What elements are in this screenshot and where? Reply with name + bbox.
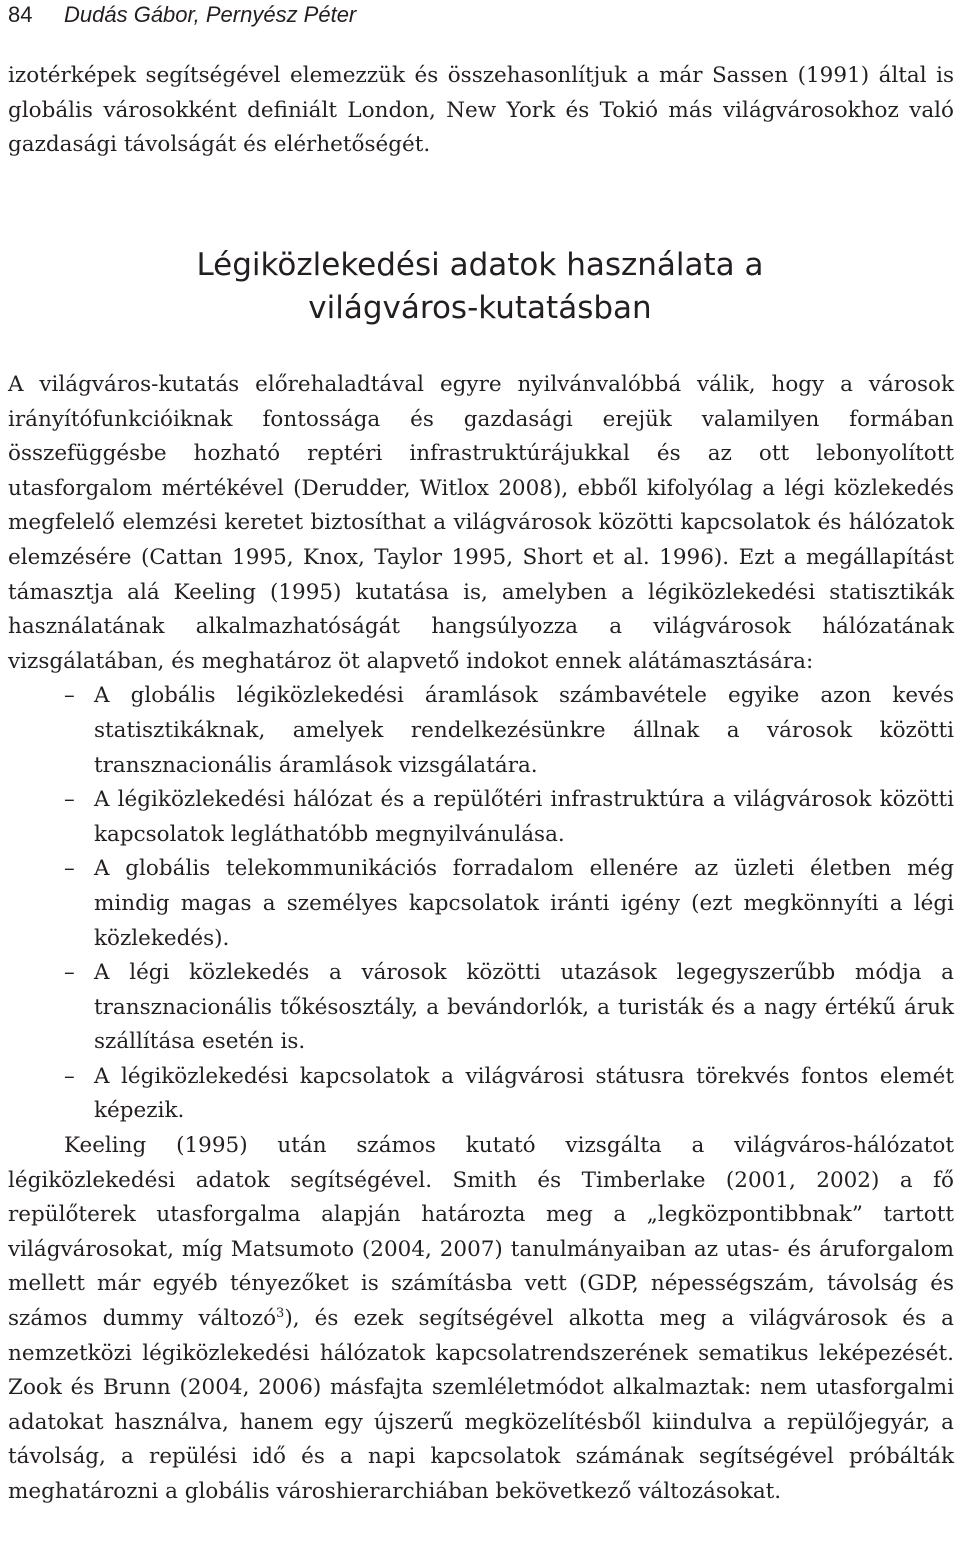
section-heading-line-1: Légiközlekedési adatok használata a bbox=[196, 247, 764, 283]
list-item-text: A globális légiközlekedési áramlások számbavétele egyike azon kevés statisztikáknak, amelyek rendelkezésünkre állnak a városok közötti transznacionális áramlások vizsgálatára. bbox=[94, 683, 954, 778]
list-item-text: A légi közlekedés a városok közötti utazások legegyszerűbb módja a transznacionális tőkésosztály, a bevándorlók, a turisták és a nagy értékű áruk szállítása esetén is. bbox=[94, 960, 954, 1055]
paragraph-1: A világváros-kutatás előrehaladtával egyre nyilvánvalóbbá válik, hogy a városok irányítófunkcióiknak fontossága és gazdasági erejük valamilyen formában összefüggésbe hozható reptéri infrastruktúrájukkal és az ott lebonyolított utasforgalom mértékével (Derudder, Witlox 2008), ebből kifolyólag a légi közlekedés megfelelő elemzési keretet biztosíthat a világvárosok közötti kapcsolatok és hálózatok elemzésére (Cattan 1995, Knox, Taylor 1995, Short et al. 1996). Ezt a megállapítást támasztja alá Keeling (1995) kutatása is, amelyben a légiközlekedési statisztikák használatának alkalmazhatóságát hangsúlyozza a világvárosok hálózatának vizsgálatában, és meghatároz öt alapvető indokot ennek alátámasztására: bbox=[8, 372, 954, 674]
running-header-authors: Dudás Gábor, Pernyész Péter bbox=[64, 2, 357, 27]
list-dash: – bbox=[64, 1063, 75, 1089]
running-header bbox=[8, 2, 356, 28]
list-dash: – bbox=[64, 787, 75, 813]
reasons-list bbox=[8, 679, 954, 1129]
footnote-reference[interactable]: 3 bbox=[276, 1305, 285, 1321]
list-dash: – bbox=[64, 683, 75, 709]
list-dash: – bbox=[64, 960, 75, 986]
paragraph-2-text-a: Keeling (1995) után számos kutató vizsgálta a világváros-hálózatot légiközlekedési adatok segítségével. Smith és Timberlake (2001, 2002) a fő repülőterek utasforgalma alapján határozta meg a „legközpontibbnak” tartott világvárosokat, míg Matsumoto (2004, 2007) tanulmányaiban az utas- és áruforgalom mellett már egyéb tényezőket is számításba vett (GDP, népességszám, távolság és számos dummy változó bbox=[8, 1133, 954, 1332]
list-item bbox=[8, 956, 954, 1060]
paragraph-2-text-b: ), és ezek segítségével alkotta meg a világvárosok és a nemzetközi légiközlekedési hálózatok kapcsolatrendszerének sematikus leképezését. Zook és Brunn (2004, 2006) másfajta szemléletmódot alkalmaztak: nem utasforgalmi adatokat használva, hanem egy újszerű megközelítésből kiindulva a repülőjegyár, a távolság, a repülési idő és a napi kapcsolatok számának segítségével próbálták meghatározni a globális városhierarchiában bekövetkező változásokat. bbox=[8, 1306, 954, 1504]
list-item bbox=[8, 783, 954, 852]
section-heading-line-2: világváros-kutatásban bbox=[308, 290, 652, 326]
list-item-text: A légiközlekedési kapcsolatok a világvárosi státusra törekvés fontos elemét képezik. bbox=[94, 1063, 954, 1124]
section-body bbox=[8, 368, 954, 1510]
list-item-text: A légiközlekedési hálózat és a repülőtéri infrastruktúra a világvárosok közötti kapcsolatok legláthatóbb megnyilvánulása. bbox=[94, 787, 954, 847]
list-item bbox=[8, 679, 954, 783]
list-dash: – bbox=[64, 856, 75, 882]
intro-paragraph: izotérképek segítségével elemezzük és összehasonlítjuk a már Sassen (1991) által is globális városokként definiált London, New York és Tokió más világvárosokhoz való gazdasági távolságát és elérhetőségét. bbox=[8, 63, 954, 158]
section-heading bbox=[0, 244, 960, 330]
paragraph-2 bbox=[8, 1129, 954, 1510]
list-item-text: A globális telekommunikációs forradalom ellenére az üzleti életben még mindig magas a személyes kapcsolatok iránti igény (ezt megkönnyíti a légi közlekedés). bbox=[94, 856, 954, 951]
page-number: 84 bbox=[8, 2, 33, 27]
list-item bbox=[8, 852, 954, 956]
list-item bbox=[8, 1060, 954, 1129]
